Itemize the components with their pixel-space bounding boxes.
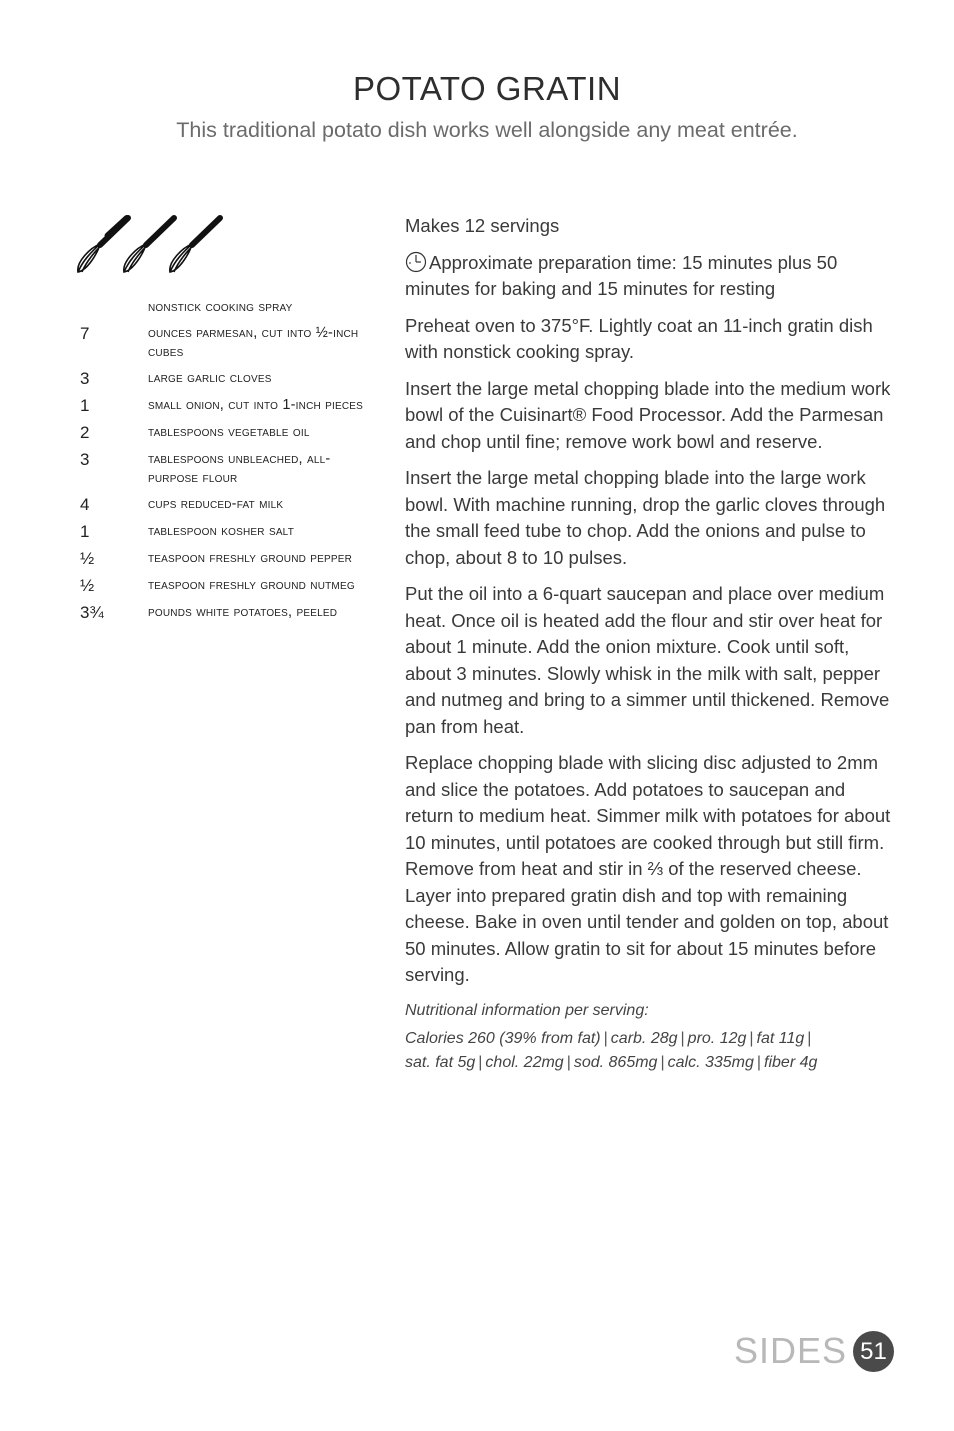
ingredient-qty: 1	[80, 396, 90, 415]
ingredient-name: teaspoon freshly ground nutmeg	[148, 577, 355, 593]
prep-time-text: Approximate preparation time: 15 minutes plus 50 minutes for baking and 15 minutes for resting	[405, 251, 838, 299]
ingredient-name: pounds white potatoes, peeled	[148, 604, 338, 620]
ingredient-qty: 3	[80, 369, 90, 388]
nutrition-item: Calories 260 (39% from fat)	[405, 1029, 601, 1047]
nutrition-heading: Nutritional information per serving:	[405, 1001, 649, 1019]
ingredient-name: tablespoons vegetable oil	[148, 424, 310, 440]
ingredient-item	[80, 522, 380, 542]
whisk-icon	[78, 218, 129, 272]
ingredient-qty: 4	[80, 495, 90, 514]
ingredient-qty: 3¾	[80, 603, 104, 622]
ingredient-item	[80, 369, 380, 389]
instruction-step: Put the oil into a 6-quart saucepan and place over medium heat. Once oil is heated add the flour and stir over heat for about 1 minute. Add the onion mixture. Cook until soft, about 3 minutes. Slowly whisk in the milk with salt, pepper and nutmeg and bring to a simmer until thickened. Remove pan from heat.	[405, 583, 890, 737]
ingredient-qty: 1	[80, 522, 90, 541]
ingredient-qty: 7	[80, 324, 90, 343]
nutrition-values: Calories 260 (39% from fat) | carb. 28g | pro. 12g | fat 11g | sat. fat 5g | chol. 22mg | sod. 865mg | calc. 335mg | fiber 4g	[405, 1029, 818, 1071]
ingredient-qty: 2	[80, 423, 90, 442]
ingredient-qty: ½	[80, 549, 95, 568]
ingredient-item	[80, 495, 380, 515]
ingredient-list	[80, 298, 380, 630]
instruction-step: Insert the large metal chopping blade into the large work bowl. With machine running, drop the garlic cloves through the small feed tube to chop. Add the onions and pulse to chop, about 8 to 10 pulses.	[405, 467, 886, 568]
nutrition-item: fat 11g	[756, 1029, 805, 1047]
nutrition-item: chol. 22mg	[485, 1053, 564, 1071]
whisk-icon	[124, 218, 174, 272]
section-label: SIDES	[734, 1330, 848, 1371]
page-subtitle: This traditional potato dish works well alongside any meat entrée.	[176, 118, 798, 142]
servings-text: Makes 12 servings	[405, 215, 560, 236]
prep-time	[405, 250, 897, 303]
ingredient-name: nonstick cooking spray	[148, 299, 293, 315]
instruction-step: Replace chopping blade with slicing disc adjusted to 2mm and slice the potatoes. Add potatoes to saucepan and return to medium heat. Simmer milk with potatoes for about 10 minutes, until potatoes are cooked through but still firm. Remove from heat and stir in ⅔ of the reserved cheese. Layer into prepared gratin dish and top with remaining cheese. Bake in oven until tender and golden on top, about 50 minutes. Allow gratin to sit for about 15 minutes before serving.	[405, 752, 891, 985]
ingredient-name: tablespoon kosher salt	[148, 523, 295, 539]
nutrition-item: sat. fat 5g	[405, 1053, 476, 1071]
ingredient-name: large garlic cloves	[148, 370, 272, 386]
page-number-badge: 51	[853, 1331, 894, 1372]
ingredient-qty: 3	[80, 450, 90, 469]
ingredient-item	[80, 603, 380, 623]
nutrition-item: calc. 335mg	[667, 1053, 754, 1071]
whisk-icon	[170, 218, 220, 272]
ingredient-name: teaspoon freshly ground pepper	[148, 550, 353, 566]
instruction-step: Preheat oven to 375°F. Lightly coat an 11-inch gratin dish with nonstick cooking spray.	[405, 314, 873, 362]
ingredient-item	[80, 298, 380, 317]
ingredient-item	[80, 324, 380, 362]
instruction-step: Insert the large metal chopping blade into the medium work bowl of the Cuisinart® Food Processor. Add the Parmesan and chop until fine; remove work bowl and reserve.	[405, 377, 891, 452]
nutrition-item: sod. 865mg	[573, 1053, 658, 1071]
ingredient-name: ounces parmesan, cut into ½-inch cubes	[148, 325, 359, 360]
difficulty-rating	[76, 212, 226, 282]
clock-icon	[405, 251, 427, 273]
ingredient-item	[80, 423, 380, 443]
ingredient-item	[80, 450, 380, 488]
ingredient-item	[80, 396, 380, 416]
instructions-column	[405, 213, 897, 1075]
ingredient-name: tablespoons unbleached, all-purpose flour	[148, 451, 331, 486]
ingredient-qty	[80, 298, 148, 317]
nutrition-item: pro. 12g	[687, 1029, 747, 1047]
ingredient-item	[80, 549, 380, 569]
nutrition-item: carb. 28g	[610, 1029, 678, 1047]
ingredient-item	[80, 576, 380, 596]
ingredient-name: cups reduced-fat milk	[148, 496, 284, 512]
ingredient-name: small onion, cut into 1-inch pieces	[148, 397, 364, 413]
ingredient-qty: ½	[80, 576, 95, 595]
nutrition-item: fiber 4g	[764, 1053, 818, 1071]
page-title: POTATO GRATIN	[352, 70, 622, 107]
